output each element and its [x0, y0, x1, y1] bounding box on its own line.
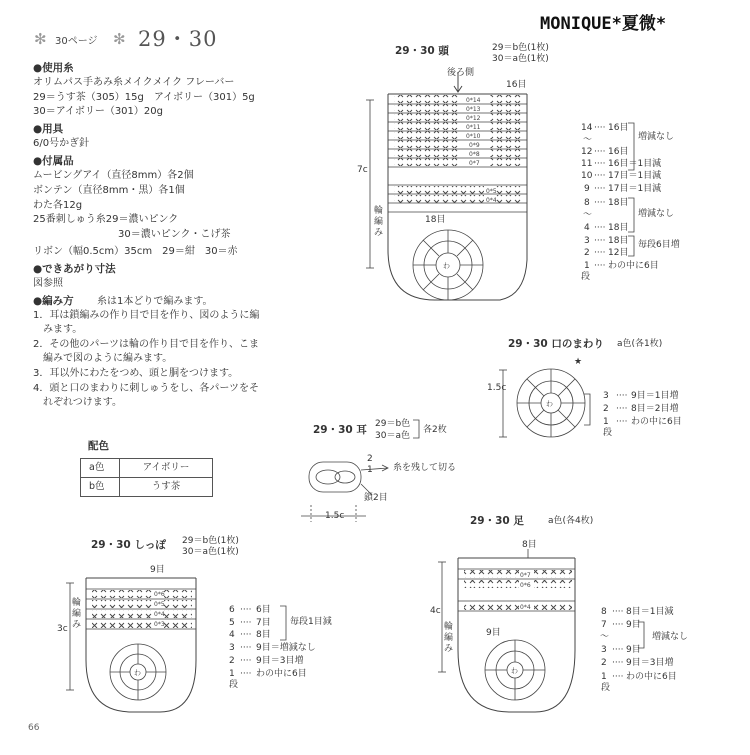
accessories-line: ムービングアイ（直径8mm）各2個 [33, 170, 194, 181]
foot-row-number: 8 [601, 607, 607, 617]
ear-row-2: 2 [367, 454, 373, 464]
size-line: 図参照 [33, 278, 63, 289]
head-row-count: 16目 [608, 147, 629, 157]
tail-row-count: 8目 [256, 630, 271, 640]
head-row-count: わの中に6目 [608, 261, 659, 271]
tail-row-count: 9目＝3目増 [256, 656, 304, 666]
svg-text:0*12: 0*12 [466, 115, 481, 122]
method-step: 3．耳以外にわたをつめ、頭と胴をつけます。 [33, 368, 239, 379]
pattern-page: MONIQUE*夏微* ✻ 30ページ ✻ 29・30 ●使用糸 オリムパス手あみ糸メイクメイク フレーバー 29＝うす茶（305）15g アイボリー（301）5g 30＝アイボリー（301）20g ●用具 6/0号かぎ針 ●付属品 ムービングアイ（直径8mm）各2個 ボンテン（直径8mm・黒）各1個 わた各12g 25番刺しゅう糸29＝濃いピンク 30＝濃いピンク・こげ茶 リボン（幅0.5cm）35cm 29＝紺 30＝赤 ●できあがり寸法 図参照 ●編み方 糸は1本どりで編みます。 1．耳は鎖編みの作り目で目を作り、図のように編 みます。 2．その他のパーツは輪の作り目で目を作り、こま 編みで図のように編みます。 3．耳以外にわたをつめ、頭と胴をつけます。 4．頭と口のまわりに刺しゅうをし、各パーツをそ れぞれつけます。 配色 a色 アイボリー b色 うす茶 0*14 0*13 0*12 0*11 0*10 0*9 0*8 0*7 0*5 0*4 わ わ 0*6 0*5 0*4 0*3 わ 0*7 0*6 0*4 わ 29・30 頭 29＝b色(1枚) 30＝a色(1枚) 後ろ側 16目 7c 輪編み 18目 14 ···· 16目 増減なし 〜 12 ···· 16目 11 ···· 16目＝1目減 10 ···· 17目＝1目減 9 ···· 17目＝1目減 8 ···· 18目 増減なし 〜 4 ···· 18目 3 ···· 18目 毎段6目増 2 ···· 12目 1 ···· わの中に6目 段 29・30 口のまわり a色(各1枚) 1.5c ★ 3 ···· 9目＝1目増 2 ···· 8目＝2目増 1 ···· わの中に6目 段 29・30 耳 29＝b色 30＝a色 各2枚 2 1 糸を残して切る 鎖2目 1.5c 29・30 しっぽ 29＝b色(1枚) 30＝a色(1枚) 9目 3c 輪編み 6 ···· 6目 毎段1目減 5 ···· 7目 4 ···· 8目 3 ···· 9目＝増減なし 2 ···· 9目＝3目増 1 ···· わの中に6目 段 29・30 足 a色(各4枚) 8目 4c 輪編み 9目 8 ···· 8目＝1目減 7 ···· 9目 増減なし 〜 3 ···· 9目 2 ···· 9目＝3目増 1 ···· わの中に6目 段 66 [0, 0, 750, 755]
mouth-dan: 段 [603, 428, 613, 438]
materials-heading: ●使用糸 [33, 62, 74, 74]
head-row-note: 増減なし [638, 132, 675, 142]
tail-row-number: 4 [229, 630, 235, 640]
method-step: 2．その他のパーツは輪の作り目で目を作り、こま [33, 339, 259, 350]
tail-top-count: 9目 [150, 565, 165, 575]
mouth-row-count: わの中に6目 [631, 417, 682, 427]
svg-text:0*4: 0*4 [486, 197, 497, 204]
ear-color-a: 30＝a色 [375, 431, 410, 441]
head-row-number: 10 [581, 171, 593, 181]
mouth-diagram [499, 369, 590, 437]
tail-row-count: 9目＝増減なし [256, 643, 316, 653]
foot-dan: 段 [601, 683, 611, 693]
tools-heading: ●用具 [33, 123, 64, 135]
tail-dan: 段 [229, 680, 239, 690]
method-step: れぞれつけます。 [33, 397, 122, 408]
mouth-row-count: 9目＝1目増 [631, 391, 679, 401]
head-row-note: 毎段6目増 [638, 240, 680, 250]
foot-row-count: 9目＝3目増 [626, 658, 674, 668]
head-title: 29・30 頭 [395, 45, 449, 57]
head-back-label: 後ろ側 [447, 68, 475, 78]
accessories-line: ボンテン（直径8mm・黒）各1個 [33, 185, 185, 196]
head-dan: 段 [581, 272, 591, 282]
head-row-count: 18目 [608, 198, 629, 208]
foot-color: a色(各4枚) [548, 516, 594, 526]
materials-line: 30＝アイボリー（301）20g [33, 106, 163, 117]
head-height: 7c [357, 165, 368, 175]
head-row-number: 〜 [583, 210, 593, 220]
tail-row-note: 毎段1目減 [290, 617, 332, 627]
accessories-heading: ●付属品 [33, 155, 74, 167]
svg-text:0*11: 0*11 [466, 124, 481, 131]
page-title: 29・30 [138, 27, 218, 51]
method-note: 糸は1本どりで編みます。 [97, 296, 213, 307]
color-key: a色 [81, 459, 120, 478]
foot-row-count: 9目 [626, 645, 641, 655]
tail-row-count: 7目 [256, 618, 271, 628]
svg-text:0*6: 0*6 [520, 582, 531, 589]
head-row-count: 16目 [608, 123, 629, 133]
color-table-heading: 配色 [88, 440, 109, 452]
foot-title: 29・30 足 [470, 515, 524, 527]
accessories-line: 25番刺しゅう糸29＝濃いピンク [33, 214, 179, 225]
accessories-line: わた各12g [33, 200, 83, 211]
ear-chain-note: 鎖2目 [364, 493, 388, 503]
tail-row-number: 2 [229, 656, 235, 666]
tail-row-number: 5 [229, 618, 235, 628]
foot-row-count: 9目 [626, 620, 641, 630]
head-row-number: 11 [581, 159, 593, 169]
mouth-color: a色(各1枚) [617, 339, 663, 349]
foot-row-number: 1 [601, 672, 607, 682]
foot-row-count: わの中に6目 [626, 672, 677, 682]
foot-side-label: 輪編み [444, 622, 454, 654]
flower-icon: ✻ [113, 30, 126, 48]
head-row-number: 4 [584, 223, 590, 233]
tail-diagram [66, 578, 286, 712]
color-value: うす茶 [120, 478, 213, 497]
tools-line: 6/0号かぎ針 [33, 138, 90, 149]
svg-text:0*14: 0*14 [466, 97, 481, 104]
foot-diagram [438, 549, 644, 712]
head-row-count: 17目＝1目減 [608, 171, 662, 181]
head-row-number: 8 [584, 198, 590, 208]
tail-title: 29・30 しっぽ [91, 539, 166, 551]
foot-height: 4c [430, 606, 441, 616]
ear-tail-note: 糸を残して切る [393, 463, 457, 473]
head-row-count: 17目＝1目減 [608, 184, 662, 194]
method-step: みます。 [33, 324, 83, 335]
method-step: 4．頭と口のまわりに刺しゅうをし、各パーツをそ [33, 383, 259, 394]
page-number: 66 [28, 723, 40, 733]
head-top-count: 16目 [506, 80, 527, 90]
head-color-b: 29＝b色(1枚) [492, 43, 549, 53]
flower-icon: ✻ [34, 30, 47, 48]
head-row-number: 2 [584, 248, 590, 258]
tail-row-number: 1 [229, 669, 235, 679]
foot-row-number: 3 [601, 645, 607, 655]
ear-title: 29・30 耳 [313, 424, 367, 436]
mouth-diameter: 1.5c [487, 383, 507, 393]
svg-text:0*7: 0*7 [469, 160, 480, 167]
svg-text:0*5: 0*5 [154, 601, 165, 608]
materials-line: オリムパス手あみ糸メイクメイク フレーバー [33, 77, 235, 88]
svg-text:0*10: 0*10 [466, 133, 481, 140]
svg-text:わ: わ [443, 262, 450, 270]
tail-side-label: 輪編み [72, 598, 82, 630]
svg-text:0*3: 0*3 [154, 621, 165, 628]
mouth-row-number: 1 [603, 417, 609, 427]
head-row-number: 12 [581, 147, 593, 157]
head-row-count: 18目 [608, 236, 629, 246]
ear-qty: 各2枚 [423, 425, 447, 435]
svg-text:0*13: 0*13 [466, 106, 481, 113]
svg-text:0*4: 0*4 [154, 611, 165, 618]
method-step: 1．耳は鎖編みの作り目で目を作り、図のように編 [33, 310, 260, 321]
head-bottom-count: 18目 [425, 215, 446, 225]
head-row-number: 〜 [583, 135, 593, 145]
size-heading: ●できあがり寸法 [33, 263, 116, 275]
head-row-note: 増減なし [638, 209, 675, 219]
foot-row-note: 増減なし [652, 632, 689, 642]
foot-row-count: 8目＝1目減 [626, 607, 674, 617]
watermark: MONIQUE*夏微* [540, 14, 667, 34]
tail-row-number: 3 [229, 643, 235, 653]
tail-row-count: わの中に6目 [256, 669, 307, 679]
svg-text:0*4: 0*4 [520, 604, 531, 611]
head-row-count: 16目＝1目減 [608, 159, 662, 169]
mouth-title: 29・30 口のまわり [508, 338, 604, 350]
foot-top-count: 8目 [522, 540, 537, 550]
foot-row-number: 2 [601, 658, 607, 668]
color-value: アイボリー [120, 459, 213, 478]
head-row-number: 9 [584, 184, 590, 194]
ear-row-1: 1 [367, 465, 373, 475]
tail-height: 3c [57, 624, 68, 634]
tail-row-number: 6 [229, 605, 235, 615]
svg-text:わ: わ [546, 400, 553, 408]
accessories-line: リボン（幅0.5cm）35cm 29＝紺 30＝赤 [33, 246, 238, 257]
svg-text:わ: わ [134, 669, 141, 677]
accessories-line: 30＝濃いピンク・こげ茶 [118, 229, 231, 240]
foot-row-number: 〜 [600, 632, 610, 642]
materials-line: 29＝うす茶（305）15g アイボリー（301）5g [33, 92, 255, 103]
ear-color-b: 29＝b色 [375, 419, 411, 429]
head-side-label: 輪編み [374, 206, 384, 238]
page-ref: 30ページ [55, 36, 98, 47]
head-row-number: 1 [584, 261, 590, 271]
head-row-count: 12目 [608, 248, 629, 258]
head-row-number: 3 [584, 236, 590, 246]
svg-text:0*6: 0*6 [154, 591, 165, 598]
foot-inner-count: 9目 [486, 628, 501, 638]
tail-color-b: 29＝b色(1枚) [182, 536, 239, 546]
ear-width: 1.5c [325, 511, 345, 521]
svg-text:0*8: 0*8 [469, 151, 480, 158]
svg-text:0*7: 0*7 [520, 572, 531, 579]
svg-text:わ: わ [511, 667, 518, 675]
mouth-row-number: 3 [603, 391, 609, 401]
foot-row-number: 7 [601, 620, 607, 630]
head-row-count: 18目 [608, 223, 629, 233]
color-key: b色 [81, 478, 120, 497]
svg-text:0*9: 0*9 [469, 142, 480, 149]
mouth-row-count: 8目＝2目増 [631, 404, 679, 414]
tail-color-a: 30＝a色(1枚) [182, 547, 239, 557]
head-color-a: 30＝a色(1枚) [492, 54, 549, 64]
method-heading: ●編み方 [33, 295, 74, 307]
mouth-row-number: 2 [603, 404, 609, 414]
method-step: 編みで図のように編みます。 [33, 353, 173, 364]
svg-text:0*5: 0*5 [486, 188, 497, 195]
tail-row-count: 6目 [256, 605, 271, 615]
head-row-number: 14 [581, 123, 593, 133]
star-icon: ★ [574, 357, 583, 367]
